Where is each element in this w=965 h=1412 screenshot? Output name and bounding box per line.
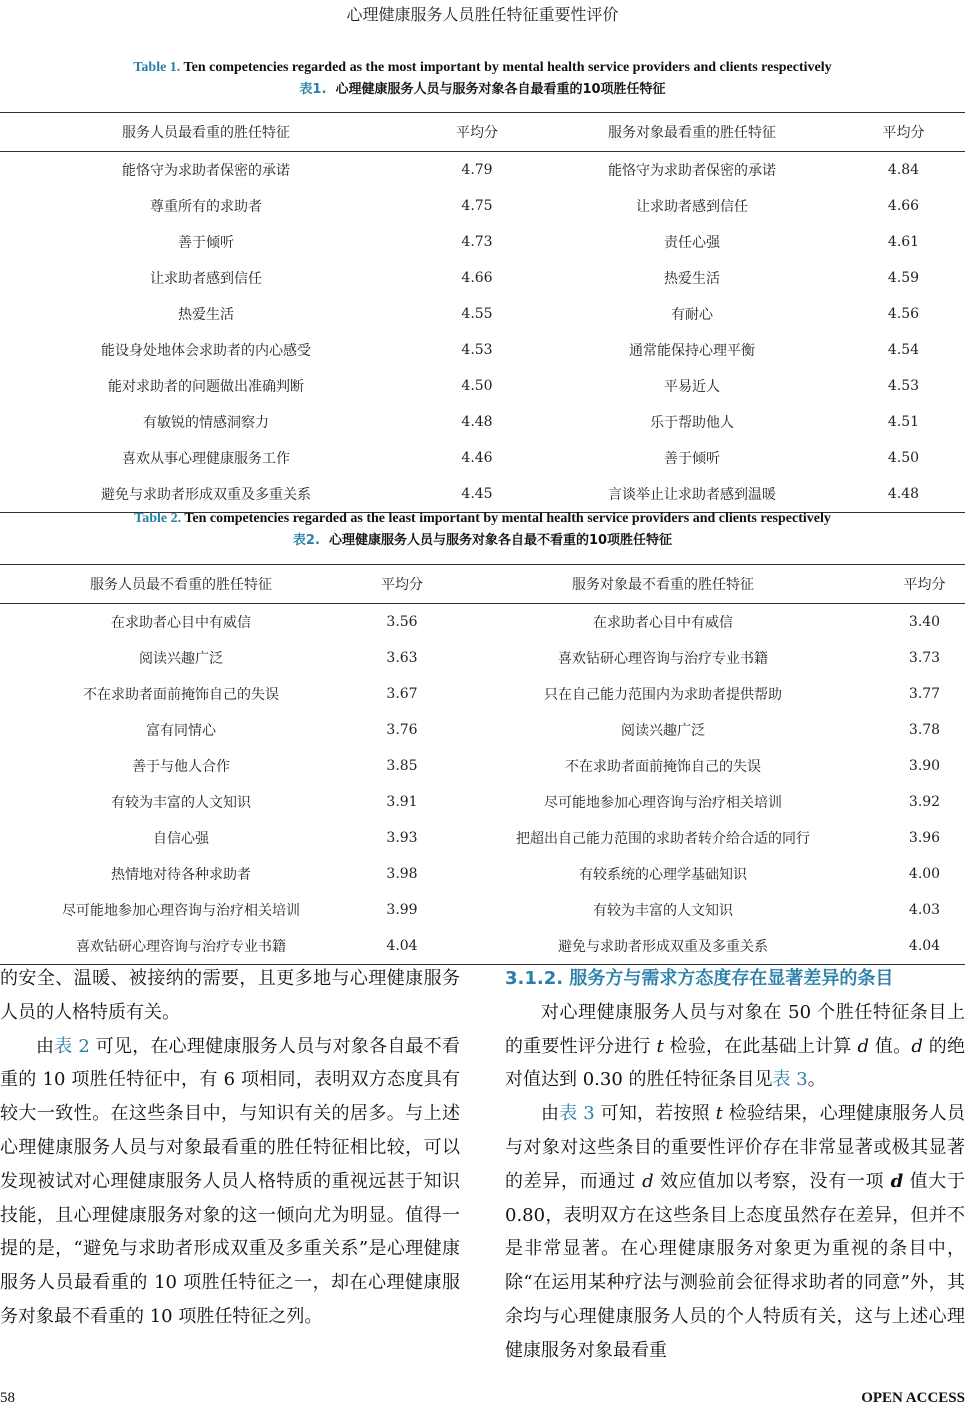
mean-score-cell: 4.48	[461, 414, 493, 430]
table-row	[0, 892, 965, 928]
competency-cell: 尽可能地参加心理咨询与治疗相关培训	[544, 795, 782, 811]
competency-cell: 能对求助者的问题做出准确判断	[108, 379, 304, 395]
competency-cell: 热爱生活	[178, 307, 234, 323]
competency-cell: 只在自己能力范围内为求助者提供帮助	[544, 687, 782, 703]
d-symbol: d	[911, 1035, 923, 1057]
table-row	[0, 296, 965, 332]
table2-link[interactable]: 表 2	[54, 1035, 90, 1057]
table1-title-en: Ten competencies regarded as the most important by mental health service providers and clients respectively	[180, 60, 832, 75]
competency-cell: 避免与求助者形成双重及多重关系	[0, 476, 412, 513]
competency-cell: 尊重所有的求助者	[150, 199, 262, 215]
open-access-label: OPEN ACCESS	[861, 1390, 965, 1406]
table-row	[0, 260, 965, 296]
left-paragraph-1: 的安全、温暖、被接纳的需要，且更多地与心理健康服务人员的人格特质有关。	[0, 968, 460, 1023]
mean-score-cell: 4.61	[887, 234, 920, 250]
table2-header: 平均分	[884, 565, 965, 604]
mean-score-cell: 4.79	[461, 162, 493, 178]
mean-score-cell: 3.40	[908, 614, 941, 630]
competency-cell: 富有同情心	[146, 723, 216, 739]
mean-score-cell: 4.66	[461, 270, 493, 286]
table-row	[0, 784, 965, 820]
mean-score-cell: 4.75	[461, 198, 493, 214]
competency-cell: 有较为丰富的人文知识	[111, 795, 251, 811]
left-paragraph-2	[0, 1030, 460, 1334]
competency-cell: 避免与求助者形成双重及多重关系	[442, 928, 884, 965]
competency-cell: 言谈举止让求助者感到温暖	[542, 476, 842, 513]
text-run: 由	[36, 1035, 55, 1057]
page-number: 58	[0, 1390, 15, 1406]
table-row	[0, 748, 965, 784]
table-row	[0, 440, 965, 476]
running-head: 心理健康服务人员胜任特征重要性评价	[346, 5, 619, 24]
competency-cell: 有敏锐的情感洞察力	[143, 415, 269, 431]
competency-cell: 自信心强	[153, 831, 209, 847]
table2-caption-en	[0, 511, 965, 527]
mean-score-cell: 3.78	[908, 722, 941, 738]
competency-cell: 让求助者感到信任	[150, 271, 262, 287]
mean-score-cell: 4.45	[412, 476, 542, 513]
mean-score-cell: 3.76	[386, 722, 418, 738]
competency-cell: 善于倾听	[664, 451, 720, 467]
mean-score-cell: 4.73	[461, 234, 493, 250]
table-row	[0, 604, 965, 641]
section-heading: 3.1.2. 服务方与需求方态度存在显著差异的条目	[505, 968, 894, 989]
competency-cell: 在求助者心目中有威信	[111, 615, 251, 631]
table-row	[0, 476, 965, 513]
mean-score-cell: 3.92	[908, 794, 941, 810]
table1-body	[0, 152, 965, 513]
competency-cell: 在求助者心目中有威信	[593, 615, 733, 631]
text-run: 检验结果，心理健康服务人员与对象对这些条目的重要性评价存在非常显著或极其显著的差异，而通过	[505, 1103, 965, 1192]
table1-caption-zh	[0, 78, 965, 97]
mean-score-cell: 3.98	[386, 866, 418, 882]
text-run: 值大于 0.80，表明双方在这些条目上态度虽然存在差异，但并不是非常显著。在心理健康服务对象更为重视的条目中，除“在运用某种疗法与测验前会征得求助者的同意”外，其余均与心理健康服务人员的个人特质有关，这与上述心理健康服务对象最看重	[505, 1170, 965, 1361]
table1-caption	[0, 60, 965, 97]
mean-score-cell: 4.55	[461, 306, 493, 322]
table-row	[0, 404, 965, 440]
competency-cell: 热爱生活	[664, 271, 720, 287]
mean-score-cell: 4.66	[887, 198, 920, 214]
table1	[0, 112, 965, 513]
d-symbol: d	[642, 1170, 654, 1192]
table-row	[0, 640, 965, 676]
competency-cell: 喜欢从事心理健康服务工作	[122, 451, 290, 467]
mean-score-cell: 3.63	[386, 650, 418, 666]
mean-score-cell: 3.73	[908, 650, 941, 666]
table-row	[0, 676, 965, 712]
mean-score-cell: 3.85	[386, 758, 418, 774]
mean-score-cell: 3.67	[386, 686, 418, 702]
table-row	[0, 712, 965, 748]
text-run: 检验，在此基础上计算	[663, 1035, 858, 1057]
table2-caption	[0, 511, 965, 548]
table3-link[interactable]: 表 3	[559, 1103, 595, 1125]
right-paragraph-2	[505, 1097, 965, 1367]
competency-cell: 有较系统的心理学基础知识	[579, 867, 747, 883]
table1-caption-en	[0, 60, 965, 76]
competency-cell: 责任心强	[664, 235, 720, 251]
table-row	[0, 152, 965, 189]
table-row	[0, 188, 965, 224]
table2-title-zh: 心理健康服务人员与服务对象各自最不看重的10项胜任特征	[328, 533, 673, 548]
competency-cell: 让求助者感到信任	[636, 199, 748, 215]
table-row	[0, 856, 965, 892]
table2	[0, 564, 965, 965]
competency-cell: 有耐心	[671, 307, 713, 323]
table-row	[0, 368, 965, 404]
text-run: 对心理健康服务人员与对象在 50 个胜任特征条目上的重要性评分进行	[505, 1001, 965, 1057]
table3-link[interactable]: 表 3	[772, 1069, 808, 1091]
t-symbol: t	[656, 1035, 664, 1057]
mean-score-cell: 3.99	[386, 902, 418, 918]
table2-label-en: Table 2.	[134, 511, 182, 526]
mean-score-cell: 4.48	[842, 476, 965, 513]
mean-score-cell: 3.96	[908, 830, 941, 846]
text-run: 可知，若按照	[594, 1103, 716, 1125]
mean-score-cell: 4.84	[887, 162, 920, 178]
mean-score-cell: 4.56	[887, 306, 920, 322]
competency-cell: 阅读兴趣广泛	[139, 651, 223, 667]
mean-score-cell: 4.00	[908, 866, 941, 882]
mean-score-cell: 4.04	[362, 928, 442, 965]
table2-title-en: Ten competencies regarded as the least important by mental health service providers and clients respectively	[181, 511, 831, 526]
table-row	[0, 928, 965, 965]
table1-header: 平均分	[412, 113, 542, 152]
table1-header: 平均分	[842, 113, 965, 152]
competency-cell: 善于与他人合作	[132, 759, 230, 775]
mean-score-cell: 3.77	[908, 686, 941, 702]
left-column	[0, 962, 460, 1334]
mean-score-cell: 3.90	[908, 758, 941, 774]
mean-score-cell: 4.04	[884, 928, 965, 965]
text-run: 。	[807, 1069, 826, 1091]
mean-score-cell: 3.91	[386, 794, 418, 810]
competency-cell: 不在求助者面前掩饰自己的失误	[83, 687, 279, 703]
table1-label-en: Table 1.	[133, 60, 181, 75]
competency-cell: 善于倾听	[178, 235, 234, 251]
competency-cell: 有较为丰富的人文知识	[593, 903, 733, 919]
competency-cell: 喜欢钻研心理咨询与治疗专业书籍	[0, 928, 362, 965]
competency-cell: 把超出自己能力范围的求助者转介给合适的同行	[516, 831, 810, 847]
d-symbol: d	[890, 1170, 904, 1192]
table1-label-zh: 表1.	[299, 82, 327, 97]
mean-score-cell: 4.03	[908, 902, 941, 918]
table-row	[0, 332, 965, 368]
table-row	[0, 224, 965, 260]
mean-score-cell: 4.53	[461, 342, 493, 358]
table2-body	[0, 604, 965, 965]
table2-label-zh: 表2.	[292, 533, 320, 548]
competency-cell: 阅读兴趣广泛	[621, 723, 705, 739]
right-paragraph-1	[505, 996, 965, 1097]
mean-score-cell: 4.46	[461, 450, 493, 466]
mean-score-cell: 4.51	[887, 414, 920, 430]
competency-cell: 平易近人	[664, 379, 720, 395]
text-run: 效应值加以考察，没有一项	[653, 1170, 891, 1192]
competency-cell: 热情地对待各种求助者	[111, 867, 251, 883]
table1-title-zh: 心理健康服务人员与服务对象各自最看重的10项胜任特征	[335, 82, 666, 97]
mean-score-cell: 3.56	[386, 614, 418, 630]
competency-cell: 喜欢钻研心理咨询与治疗专业书籍	[558, 651, 768, 667]
table2-header: 服务对象最不看重的胜任特征	[442, 565, 884, 604]
competency-cell: 尽可能地参加心理咨询与治疗相关培训	[62, 903, 300, 919]
mean-score-cell: 4.50	[887, 450, 920, 466]
table2-header: 平均分	[362, 565, 442, 604]
competency-cell: 能恪守为求助者保密的承诺	[122, 163, 290, 179]
mean-score-cell: 3.93	[386, 830, 418, 846]
t-symbol: t	[715, 1103, 723, 1125]
table1-header: 服务对象最看重的胜任特征	[542, 113, 842, 152]
competency-cell: 能恪守为求助者保密的承诺	[608, 163, 776, 179]
table1-header: 服务人员最看重的胜任特征	[0, 113, 412, 152]
mean-score-cell: 4.59	[887, 270, 920, 286]
mean-score-cell: 4.53	[887, 378, 920, 394]
competency-cell: 通常能保持心理平衡	[629, 343, 755, 359]
competency-cell: 能设身处地体会求助者的内心感受	[101, 343, 311, 359]
table2-header-row	[0, 565, 965, 604]
table1-header-row	[0, 113, 965, 152]
right-column	[505, 962, 965, 1368]
table2-header: 服务人员最不看重的胜任特征	[0, 565, 362, 604]
d-symbol: d	[857, 1035, 870, 1057]
text-run: 值。	[869, 1035, 912, 1057]
text-run: 由	[541, 1103, 560, 1125]
text-run: 可见，在心理健康服务人员与对象各自最不看重的 10 项胜任特征中，有 6 项相同，表明双方态度具有较大一致性。在这些条目中，与知识有关的居多。与上述心理健康服务人员与对象最看重的胜任特征相比较，可以发现被试对心理健康服务人员人格特质的重视远甚于知识技能，且心理健康服务对象的这一倾向尤为明显。值得一提的是，“避免与求助者形成双重及多重关系”是心理健康服务人员最看重的 10 项胜任特征之一，却在心理健康服务对象最不看重的 10 项胜任特征之列。	[0, 1035, 460, 1327]
mean-score-cell: 4.54	[887, 342, 920, 358]
competency-cell: 不在求助者面前掩饰自己的失误	[565, 759, 761, 775]
competency-cell: 乐于帮助他人	[650, 415, 734, 431]
table-row	[0, 820, 965, 856]
text-run: 的绝对值达到 0.30 的胜任特征条目见	[505, 1035, 965, 1091]
mean-score-cell: 4.50	[461, 378, 493, 394]
table2-caption-zh	[0, 529, 965, 548]
